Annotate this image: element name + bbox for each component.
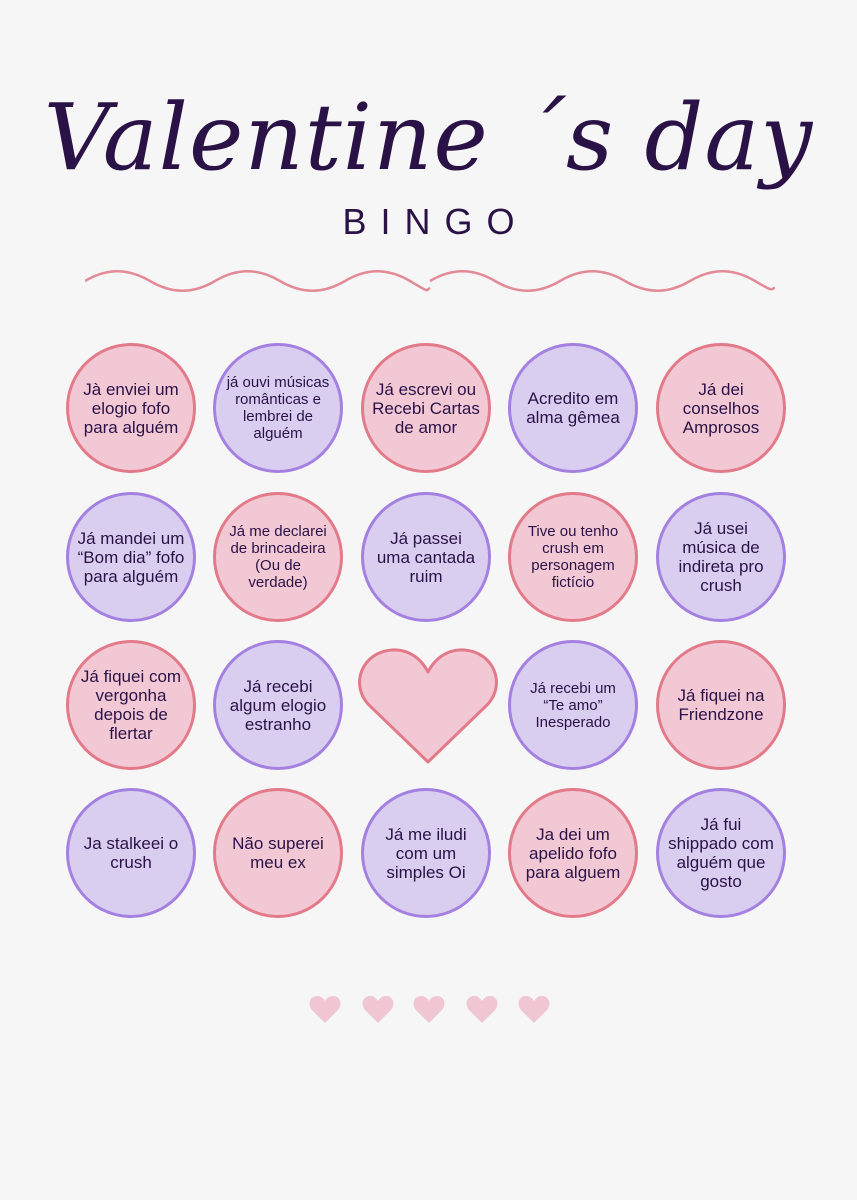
heart-icon <box>519 996 550 1023</box>
page-subtitle: BINGO <box>342 201 529 242</box>
bingo-cell-text: já ouvi músicas românticas e lembrei de alguém <box>226 374 330 442</box>
bingo-cell-4[interactable] <box>508 343 638 473</box>
bingo-cell-20[interactable] <box>656 788 786 918</box>
bingo-cell-17[interactable] <box>213 788 343 918</box>
bingo-cell-text: Ja dei um apelido fofo para alguem <box>525 824 621 882</box>
bingo-cell-14[interactable] <box>508 640 638 770</box>
bingo-cell-5[interactable] <box>656 343 786 473</box>
bingo-cell-text: Acredito em alma gêmea <box>526 389 620 427</box>
bingo-cell-text: Não superei meu ex <box>232 834 324 872</box>
bingo-cell-text: Já recebi algum elogio estranho <box>229 676 327 734</box>
bingo-cell-text: Já dei conselhos Amprosos <box>682 379 760 437</box>
bingo-cell-3[interactable] <box>361 343 491 473</box>
bingo-cell-9[interactable] <box>508 492 638 622</box>
bingo-cell-text: Já fiquei com vergonha depois de flertar <box>80 667 182 743</box>
bingo-cell-1[interactable] <box>66 343 196 473</box>
bingo-cell-text: Tive ou tenho crush em personagem fictício <box>527 523 619 591</box>
bingo-cell-19[interactable] <box>508 788 638 918</box>
heart-icon <box>467 996 498 1023</box>
wavy-divider <box>85 268 775 308</box>
wavy-line-right <box>430 271 775 291</box>
free-space-heart-icon[interactable] <box>358 644 498 768</box>
bingo-cell-15[interactable] <box>656 640 786 770</box>
bingo-cell-2[interactable] <box>213 343 343 473</box>
heart-icon <box>363 996 394 1023</box>
wavy-line-left <box>85 271 430 291</box>
bingo-cell-8[interactable] <box>361 492 491 622</box>
bingo-cell-18[interactable] <box>361 788 491 918</box>
bingo-cell-11[interactable] <box>66 640 196 770</box>
bingo-cell-text: Já escrevi ou Recebi Cartas de amor <box>372 379 480 437</box>
bingo-cell-text: Já me iludi com um simples Oi <box>385 824 467 882</box>
decorative-hearts-row <box>308 995 553 1025</box>
bingo-cell-text: Já fiquei na Friendzone <box>677 686 765 724</box>
heart-icon <box>310 996 341 1023</box>
bingo-cell-10[interactable] <box>656 492 786 622</box>
bingo-cell-text: Já me declarei de brincadeira (Ou de verdade) <box>229 523 327 591</box>
bingo-cell-7[interactable] <box>213 492 343 622</box>
bingo-cell-6[interactable] <box>66 492 196 622</box>
bingo-cell-text: Já usei música de indireta pro crush <box>678 519 764 595</box>
bingo-cell-16[interactable] <box>66 788 196 918</box>
bingo-cell-12[interactable] <box>213 640 343 770</box>
bingo-cell-text: Já passei uma cantada ruim <box>376 528 476 586</box>
bingo-cell-text: Já fui shippado com alguém que gosto <box>668 815 774 891</box>
bingo-cell-text: Já mandei um “Bom dia” fofo para alguém <box>77 528 185 586</box>
bingo-cell-text: Ja stalkeei o crush <box>83 834 179 872</box>
bingo-cell-text: Já recebi um “Te amo” Inesperado <box>530 679 616 731</box>
heart-icon <box>414 996 445 1023</box>
bingo-cell-text: Jà enviei um elogio fofo para alguém <box>83 379 179 437</box>
page-title: Valentine ´s day <box>43 84 814 191</box>
